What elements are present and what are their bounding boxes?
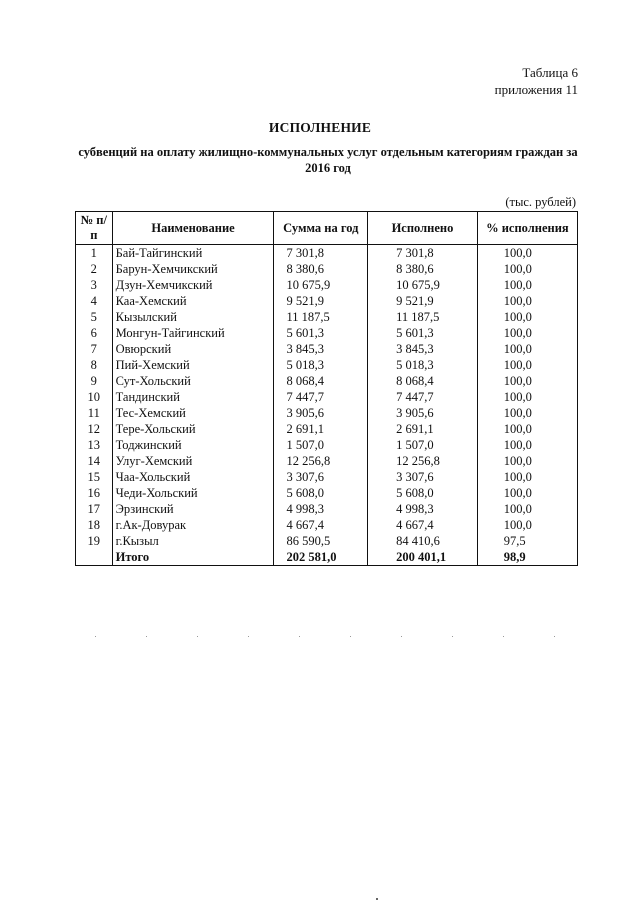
cell-annual-sum: 2 691,1 xyxy=(274,421,368,437)
cell-percent: 100,0 xyxy=(477,517,577,533)
cell-name: Чеди-Хольский xyxy=(112,485,274,501)
column-header-name: Наименование xyxy=(112,212,274,245)
table-body xyxy=(76,245,578,566)
cell-name: Тере-Хольский xyxy=(112,421,274,437)
cell-percent: 100,0 xyxy=(477,421,577,437)
cell-annual-sum: 7 301,8 xyxy=(274,245,368,262)
table-row xyxy=(76,421,578,437)
cell-executed: 9 521,9 xyxy=(368,293,478,309)
cell-executed: 2 691,1 xyxy=(368,421,478,437)
cell-number: 3 xyxy=(76,277,113,293)
table-row xyxy=(76,245,578,262)
table-row xyxy=(76,485,578,501)
cell-name: Тандинский xyxy=(112,389,274,405)
cell-name: Пий-Хемский xyxy=(112,357,274,373)
cell-executed: 4 667,4 xyxy=(368,517,478,533)
cell-number: 16 xyxy=(76,485,113,501)
table-reference xyxy=(495,64,578,98)
cell-percent: 100,0 xyxy=(477,405,577,421)
cell-number: 9 xyxy=(76,373,113,389)
total-cell-executed: 200 401,1 xyxy=(368,549,478,566)
cell-number: 10 xyxy=(76,389,113,405)
cell-name: г.Ак-Довурак xyxy=(112,517,274,533)
cell-executed: 10 675,9 xyxy=(368,277,478,293)
cell-number: 11 xyxy=(76,405,113,421)
cell-annual-sum: 1 507,0 xyxy=(274,437,368,453)
cell-percent: 100,0 xyxy=(477,485,577,501)
cell-executed: 4 998,3 xyxy=(368,501,478,517)
cell-number: 15 xyxy=(76,469,113,485)
cell-percent: 100,0 xyxy=(477,309,577,325)
cell-name: Чаа-Хольский xyxy=(112,469,274,485)
cell-number: 14 xyxy=(76,453,113,469)
cell-percent: 100,0 xyxy=(477,277,577,293)
scan-mark xyxy=(376,898,378,900)
table-row xyxy=(76,405,578,421)
cell-name: Каа-Хемский xyxy=(112,293,274,309)
cell-executed: 7 301,8 xyxy=(368,245,478,262)
cell-number: 7 xyxy=(76,341,113,357)
cell-name: Бай-Тайгинский xyxy=(112,245,274,262)
cell-percent: 100,0 xyxy=(477,293,577,309)
cell-annual-sum: 3 845,3 xyxy=(274,341,368,357)
scan-dots xyxy=(95,636,555,637)
cell-annual-sum: 86 590,5 xyxy=(274,533,368,549)
cell-percent: 97,5 xyxy=(477,533,577,549)
cell-name: Монгун-Тайгинский xyxy=(112,325,274,341)
total-cell-annual-sum: 202 581,0 xyxy=(274,549,368,566)
cell-annual-sum: 3 307,6 xyxy=(274,469,368,485)
cell-number: 17 xyxy=(76,501,113,517)
cell-percent: 100,0 xyxy=(477,373,577,389)
cell-percent: 100,0 xyxy=(477,469,577,485)
cell-percent: 100,0 xyxy=(477,437,577,453)
document-subtitle: субвенций на оплату жилищно-коммунальных услуг отдельным категориям граждан за 2016 год xyxy=(78,145,578,175)
table-row xyxy=(76,501,578,517)
table-row xyxy=(76,325,578,341)
cell-name: Сут-Хольский xyxy=(112,373,274,389)
cell-number: 13 xyxy=(76,437,113,453)
table-header-row xyxy=(76,212,578,245)
total-cell-name: Итого xyxy=(112,549,274,566)
cell-executed: 11 187,5 xyxy=(368,309,478,325)
cell-annual-sum: 9 521,9 xyxy=(274,293,368,309)
table-row xyxy=(76,373,578,389)
cell-number: 12 xyxy=(76,421,113,437)
cell-number: 8 xyxy=(76,357,113,373)
appendix-number: приложения 11 xyxy=(494,82,578,97)
table-row xyxy=(76,293,578,309)
cell-executed: 5 608,0 xyxy=(368,485,478,501)
cell-executed: 1 507,0 xyxy=(368,437,478,453)
table-number: Таблица 6 xyxy=(522,65,578,80)
cell-annual-sum: 4 998,3 xyxy=(274,501,368,517)
cell-annual-sum: 12 256,8 xyxy=(274,453,368,469)
table-row xyxy=(76,453,578,469)
cell-percent: 100,0 xyxy=(477,325,577,341)
table-row xyxy=(76,437,578,453)
cell-percent: 100,0 xyxy=(477,245,577,262)
column-header-percent: % исполнения xyxy=(477,212,577,245)
cell-annual-sum: 8 380,6 xyxy=(274,261,368,277)
cell-name: Тес-Хемский xyxy=(112,405,274,421)
total-cell-number xyxy=(76,549,113,566)
column-header-executed: Исполнено xyxy=(368,212,478,245)
cell-name: Дзун-Хемчикский xyxy=(112,277,274,293)
cell-name: Кызылский xyxy=(112,309,274,325)
table-row xyxy=(76,261,578,277)
column-header-number: № п/п xyxy=(76,212,113,245)
cell-name: г.Кызыл xyxy=(112,533,274,549)
total-cell-percent: 98,9 xyxy=(477,549,577,566)
cell-name: Эрзинский xyxy=(112,501,274,517)
cell-executed: 84 410,6 xyxy=(368,533,478,549)
cell-percent: 100,0 xyxy=(477,501,577,517)
cell-annual-sum: 10 675,9 xyxy=(274,277,368,293)
cell-executed: 3 307,6 xyxy=(368,469,478,485)
table-row xyxy=(76,533,578,549)
table-row xyxy=(76,389,578,405)
cell-percent: 100,0 xyxy=(477,357,577,373)
cell-executed: 7 447,7 xyxy=(368,389,478,405)
table-total-row xyxy=(76,549,578,566)
cell-number: 1 xyxy=(76,245,113,262)
table-row xyxy=(76,309,578,325)
cell-executed: 8 380,6 xyxy=(368,261,478,277)
execution-table xyxy=(75,211,578,566)
cell-executed: 3 905,6 xyxy=(368,405,478,421)
cell-percent: 100,0 xyxy=(477,389,577,405)
cell-annual-sum: 8 068,4 xyxy=(274,373,368,389)
cell-annual-sum: 4 667,4 xyxy=(274,517,368,533)
cell-percent: 100,0 xyxy=(477,453,577,469)
cell-annual-sum: 3 905,6 xyxy=(274,405,368,421)
cell-percent: 100,0 xyxy=(477,261,577,277)
cell-executed: 8 068,4 xyxy=(368,373,478,389)
cell-number: 6 xyxy=(76,325,113,341)
cell-executed: 12 256,8 xyxy=(368,453,478,469)
cell-name: Тоджинский xyxy=(112,437,274,453)
cell-executed: 5 018,3 xyxy=(368,357,478,373)
units-note: (тыс. рублей) xyxy=(505,195,576,209)
cell-annual-sum: 5 018,3 xyxy=(274,357,368,373)
cell-name: Овюрский xyxy=(112,341,274,357)
cell-number: 18 xyxy=(76,517,113,533)
cell-executed: 5 601,3 xyxy=(368,325,478,341)
cell-name: Барун-Хемчикский xyxy=(112,261,274,277)
cell-percent: 100,0 xyxy=(477,341,577,357)
cell-annual-sum: 5 601,3 xyxy=(274,325,368,341)
cell-number: 5 xyxy=(76,309,113,325)
table-row xyxy=(76,469,578,485)
table-row xyxy=(76,277,578,293)
cell-annual-sum: 5 608,0 xyxy=(274,485,368,501)
table-row xyxy=(76,341,578,357)
cell-number: 2 xyxy=(76,261,113,277)
table-row xyxy=(76,357,578,373)
cell-number: 4 xyxy=(76,293,113,309)
document-title: ИСПОЛНЕНИЕ xyxy=(268,120,372,135)
cell-executed: 3 845,3 xyxy=(368,341,478,357)
table-row xyxy=(76,517,578,533)
cell-name: Улуг-Хемский xyxy=(112,453,274,469)
column-header-annual-sum: Сумма на год xyxy=(274,212,368,245)
cell-number: 19 xyxy=(76,533,113,549)
cell-annual-sum: 11 187,5 xyxy=(274,309,368,325)
cell-annual-sum: 7 447,7 xyxy=(274,389,368,405)
